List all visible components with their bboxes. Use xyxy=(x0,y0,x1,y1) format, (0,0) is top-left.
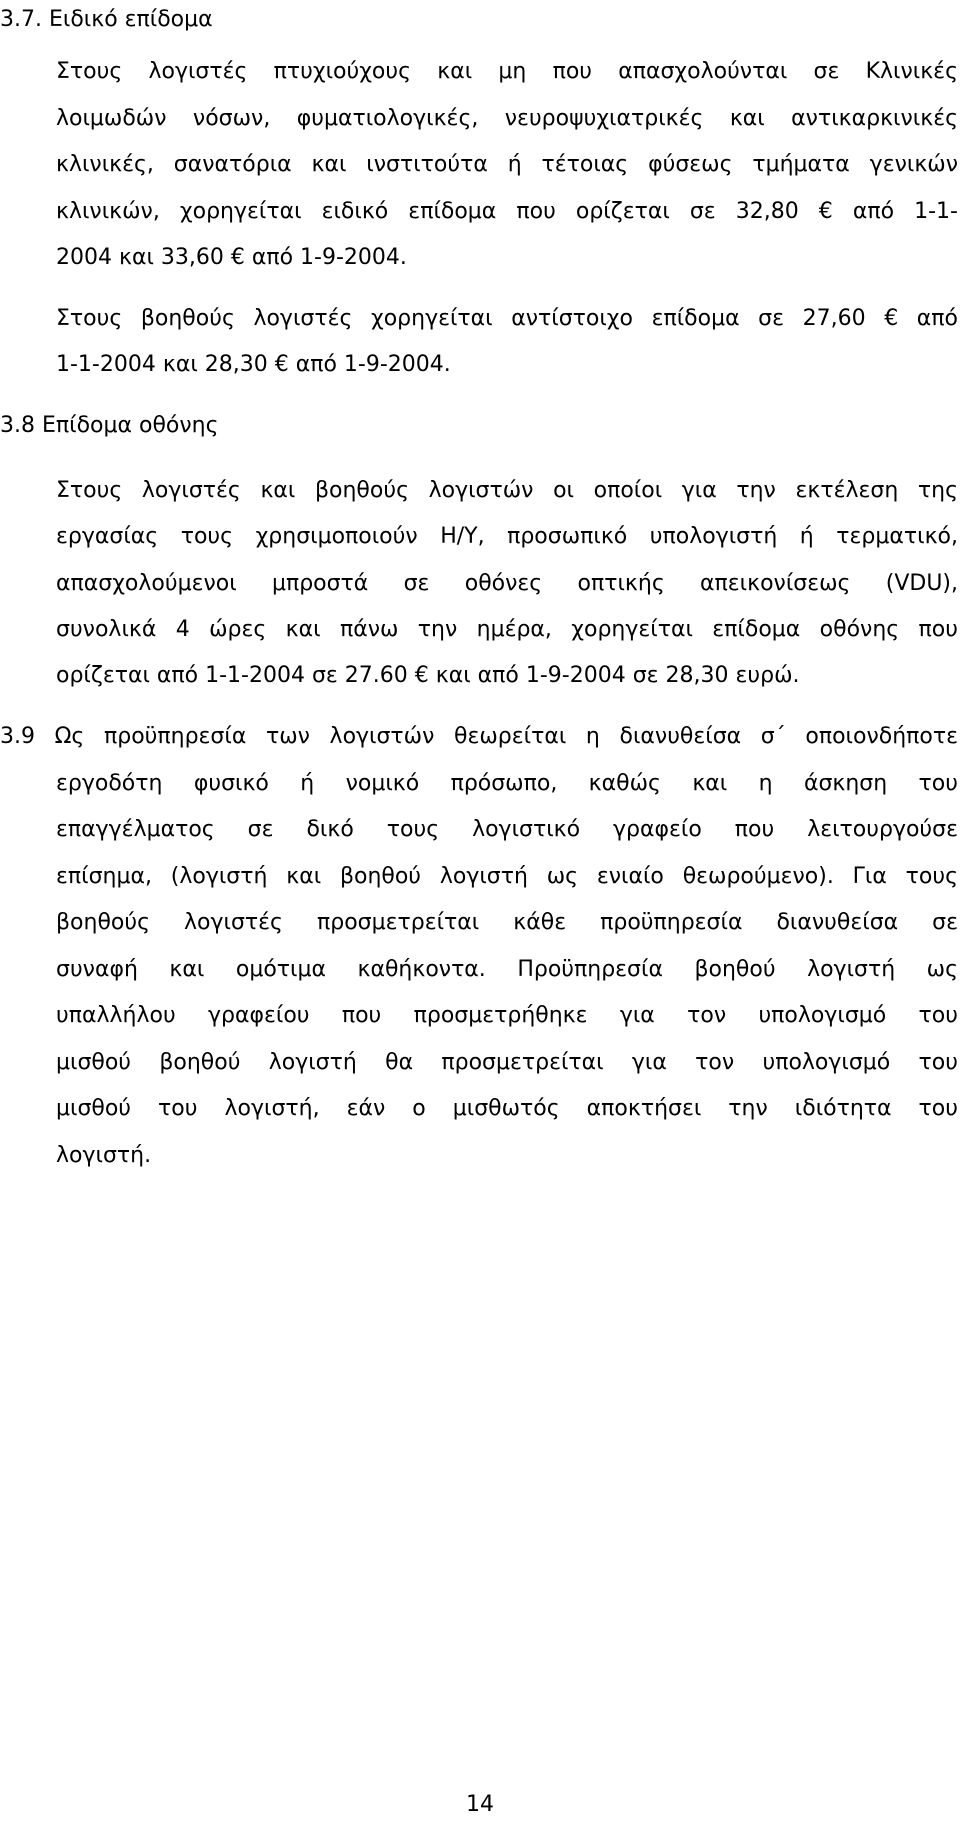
section-3-9-paragraph-line: εργοδότη φυσικό ή νομικό πρόσωπο, καθώς και η άσκηση του xyxy=(56,771,958,796)
section-3-7-assistant-line: Στους βοηθούς λογιστές χορηγείται αντίστοιχο επίδομα σε 27,60 € από xyxy=(56,306,958,331)
section-3-9-paragraph-line: μισθού βοηθού λογιστή θα προσμετρείται για τον υπολογισμό του xyxy=(56,1050,958,1075)
section-3-9-paragraph-line: συναφή και ομότιμα καθήκοντα. Προϋπηρεσία βοηθού λογιστή ως xyxy=(56,957,958,982)
section-3-7-assistant-line: 1-1-2004 και 28,30 € από 1-9-2004. xyxy=(56,352,451,377)
section-3-8-heading: 3.8 Επίδομα οθόνης xyxy=(0,413,219,438)
section-3-9-paragraph-line: υπαλλήλου γραφείου που προσμετρήθηκε για τον υπολογισμό του xyxy=(56,1003,958,1028)
page-number: 14 xyxy=(466,1792,494,1817)
section-3-7-paragraph-line: κλινικών, χορηγείται ειδικό επίδομα που ορίζεται σε 32,80 € από 1-1- xyxy=(56,199,958,224)
section-3-8-paragraph-line: απασχολούμενοι μπροστά σε οθόνες οπτικής απεικονίσεως (VDU), xyxy=(56,571,958,596)
section-3-7-heading: 3.7. Ειδικό επίδομα xyxy=(0,7,213,32)
section-3-7-paragraph-line: Στους λογιστές πτυχιούχους και μη που απασχολούνται σε Κλινικές xyxy=(56,59,958,84)
section-3-9-paragraph-line: μισθού του λογιστή, εάν ο μισθωτός αποκτήσει την ιδιότητα του xyxy=(56,1096,958,1121)
section-3-9-paragraph-line: επαγγέλματος σε δικό τους λογιστικό γραφείο που λειτουργούσε xyxy=(56,817,958,842)
section-3-7-paragraph-line: 2004 και 33,60 € από 1-9-2004. xyxy=(56,245,407,270)
section-3-9-paragraph-line: επίσημα, (λογιστή και βοηθού λογιστή ως ενιαίο θεωρούμενο). Για τους xyxy=(56,864,958,889)
section-3-7-paragraph-line: κλινικές, σανατόρια και ινστιτούτα ή τέτοιας φύσεως τμήματα γενικών xyxy=(56,152,958,177)
section-3-8-paragraph-line: Στους λογιστές και βοηθούς λογιστών οι οποίοι για την εκτέλεση της xyxy=(56,478,958,503)
section-3-8-paragraph-line: συνολικά 4 ώρες και πάνω την ημέρα, χορηγείται επίδομα οθόνης που xyxy=(56,617,958,642)
section-3-7-paragraph-line: λοιμωδών νόσων, φυματιολογικές, νευροψυχιατρικές και αντικαρκινικές xyxy=(56,106,958,131)
section-3-9-paragraph-line: βοηθούς λογιστές προσμετρείται κάθε προϋπηρεσία διανυθείσα σε xyxy=(56,910,958,935)
section-3-8-paragraph-line: ορίζεται από 1-1-2004 σε 27.60 € και από 1-9-2004 σε 28,30 ευρώ. xyxy=(56,663,800,688)
section-3-9-paragraph-line: λογιστή. xyxy=(56,1143,152,1168)
section-3-9-first-line: 3.9 Ως προϋπηρεσία των λογιστών θεωρείται η διανυθείσα σ΄ οποιονδήποτε xyxy=(0,724,958,749)
section-3-8-paragraph-line: εργασίας τους χρησιμοποιούν Η/Υ, προσωπικό υπολογιστή ή τερματικό, xyxy=(56,524,958,549)
